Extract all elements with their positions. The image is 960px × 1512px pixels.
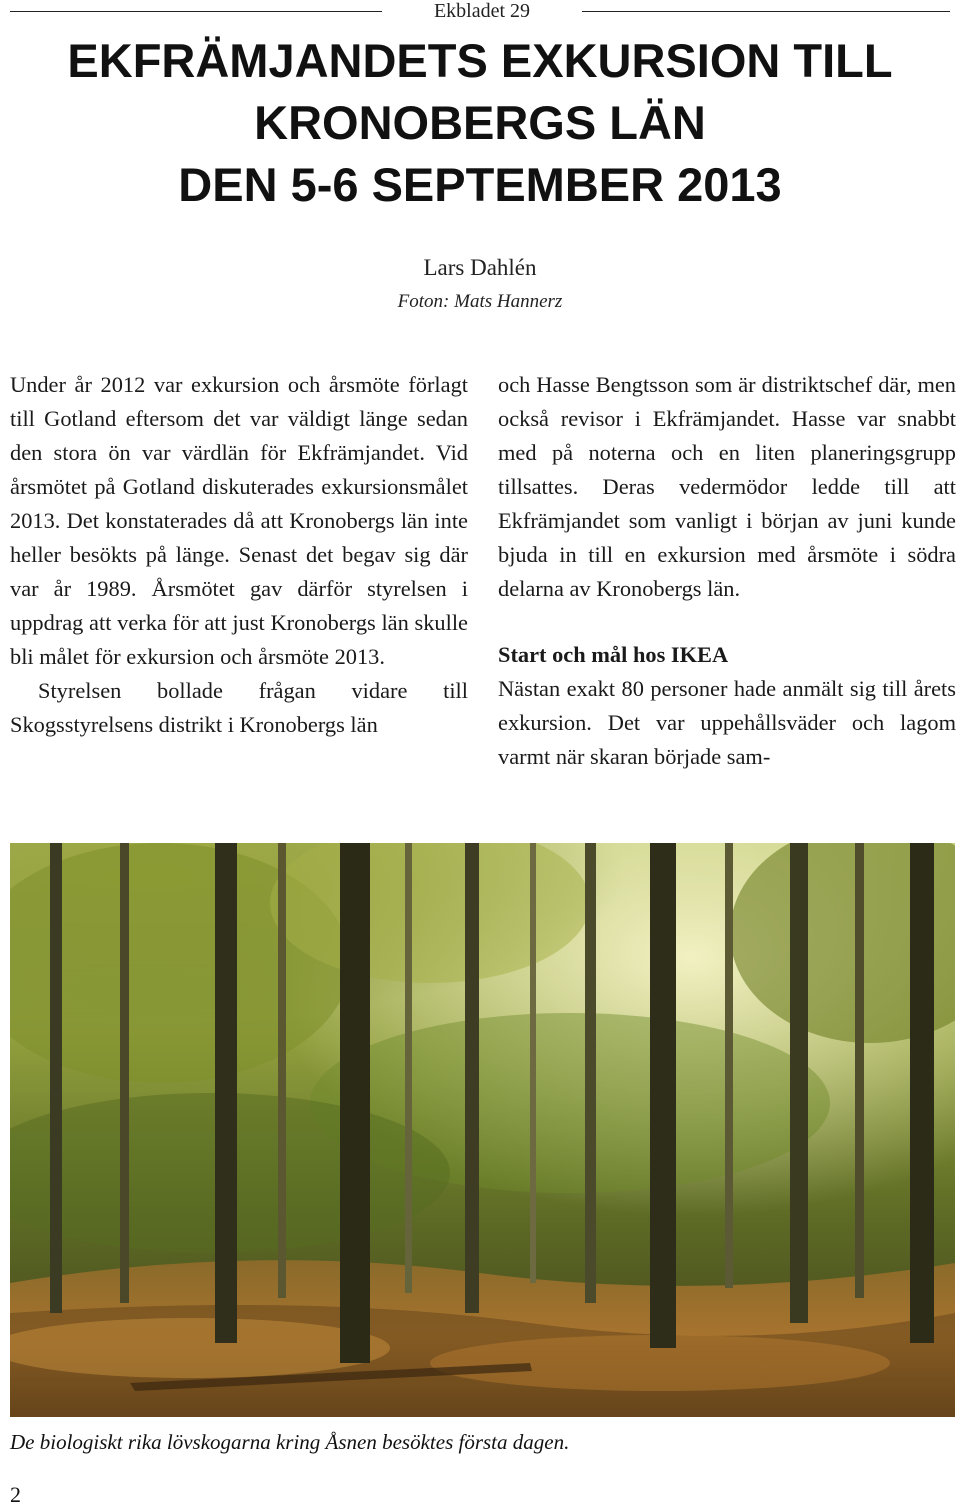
forest-photo-icon (10, 843, 955, 1417)
title-line-3: DEN 5-6 SEPTEMBER 2013 (178, 158, 782, 211)
paragraph-planning: och Hasse Bengtsson som är distriktschef där, men också revisor i Ekfrämjandet. Hasse var snabbt med på noterna och en liten planeringsgrupp tillsattes. Deras vedermödor ledde till att Ekfrämjandet som vanligt i början av juni kunde bjuda in till en exkursion med årsmöte i södra delarna av Kronobergs län. (498, 372, 956, 601)
header-rule-left (10, 11, 382, 12)
header-rule-right (582, 11, 950, 12)
photo-caption: De biologiskt rika lövskogarna kring Åsnen besöktes första dagen. (10, 1430, 570, 1454)
paragraph-board: Styrelsen bollade frågan vidare till Skogsstyrelsens distrikt i Kronobergs län (10, 678, 468, 737)
page-number: 2 (10, 1482, 21, 1507)
forest-photo (10, 843, 955, 1417)
photo-credit: Foton: Mats Hannerz (397, 291, 563, 312)
author-name: Lars Dahlén (423, 255, 537, 280)
right-column (498, 368, 956, 774)
running-header (0, 0, 960, 24)
article-title (0, 30, 960, 216)
title-line-1: EKFRÄMJANDETS EXKURSION TILL (67, 34, 893, 87)
publication-label: Ekbladet 29 (433, 0, 531, 22)
title-line-2: KRONOBERGS LÄN (254, 96, 706, 149)
paragraph-intro: Under år 2012 var exkursion och årsmöte förlagt till Gotland eftersom det var väldigt länge sedan den stora ön var värdlän för Ekfrämjandet. Vid årsmötet på Gotland diskuterades exkursionsmålet 2013. Det konstaterades då att Kronobergs län inte heller besökts på länge. Senast det begav sig där var år 1989. Årsmötet gav därför styrelsen i uppdrag att verka för att just Kronobergs län skulle bli målet för exkursion och årsmöte 2013. (10, 372, 468, 669)
paragraph-start: Nästan exakt 80 personer hade anmält sig till årets exkursion. Det var uppehållsväder och lagom varmt när skaran började sam- (498, 676, 956, 769)
left-column (10, 368, 468, 742)
section-heading: Start och mål hos IKEA (498, 642, 729, 667)
